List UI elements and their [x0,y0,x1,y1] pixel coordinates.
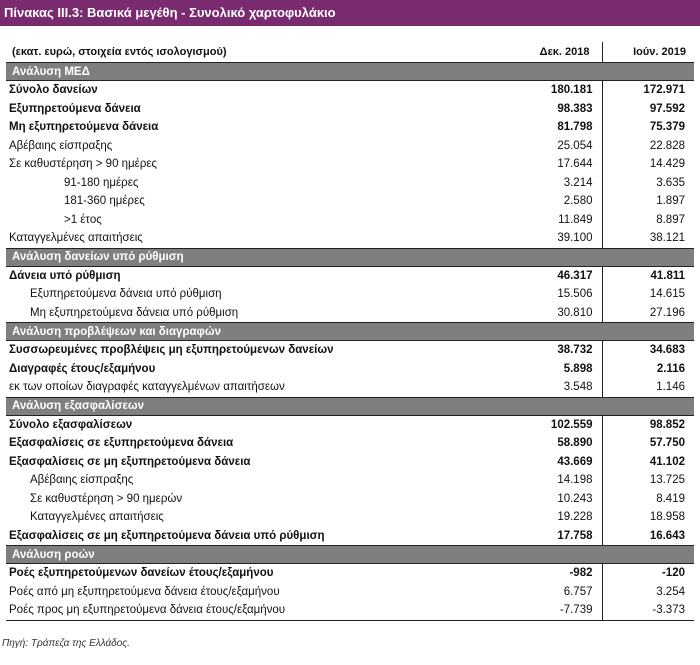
value-jun-2019: 38.121 [602,229,694,248]
row-label: εκ των οποίων διαγραφές καταγγελμένων απαιτήσεων [9,381,285,394]
value-dec-2018: 38.732 [557,344,593,357]
value-dec-2018: 15.506 [557,288,593,301]
table-row [6,285,694,304]
row-label: Αβέβαιης είσπραξης [9,139,113,152]
table-row [6,118,694,137]
section-fill [452,323,602,341]
section-fill [452,397,602,415]
value-dec-2018: 17.758 [557,529,593,542]
value-dec-2018: 30.810 [557,306,593,319]
section-fill [602,248,694,266]
section-fill [602,397,694,415]
table-row [6,174,694,193]
row-label: Ροές εξυπηρετούμενων δανείων έτους/εξαμήνου [9,567,274,580]
value-jun-2019: 18.958 [602,508,694,527]
section-title: Ανάλυση προβλέψεων και διαγραφών [6,323,452,341]
table-row [6,508,694,527]
section-fill [602,323,694,341]
row-label: Αβέβαιης είσπραξης [30,474,134,487]
table-row [6,211,694,230]
row-label: Καταγγελμένες απαιτήσεις [9,232,143,245]
header-row [6,42,694,63]
value-dec-2018: 11.849 [558,213,593,226]
row-label: Μη εξυπηρετούμενα δάνεια υπό ρύθμιση [30,306,239,319]
table-title: Πίνακας ΙΙΙ.3: Βασικά μεγέθη - Συνολικό χαρτοφυλάκιο [0,0,700,26]
value-jun-2019: 2.116 [602,360,694,379]
table-row [6,415,694,434]
table-row [6,583,694,602]
value-dec-2018: 98.383 [557,102,593,115]
table-row [6,155,694,174]
section-header-row [6,397,694,415]
value-jun-2019: 3.635 [602,174,694,193]
value-dec-2018: 81.798 [557,121,593,134]
table-row [6,137,694,156]
table-row [6,527,694,546]
value-dec-2018: 17.644 [557,158,593,171]
value-dec-2018: 25.054 [557,139,593,152]
row-label: Συσσωρευμένες προβλέψεις μη εξυπηρετούμενων δανείων [9,344,334,357]
value-jun-2019: 8.897 [602,211,694,230]
table-row [6,564,694,583]
value-dec-2018: 19.228 [557,511,593,524]
value-jun-2019: 75.379 [602,118,694,137]
table-row [6,601,694,620]
table-row [6,471,694,490]
value-jun-2019: 13.725 [602,471,694,490]
section-fill [452,546,602,564]
value-dec-2018: 5.898 [563,362,593,375]
value-dec-2018: 180.181 [550,84,593,97]
section-fill [602,546,694,564]
value-jun-2019: 14.615 [602,285,694,304]
value-dec-2018: 10.243 [557,492,593,505]
value-jun-2019: 3.254 [602,583,694,602]
table-row [6,360,694,379]
table-row [6,81,694,100]
value-jun-2019: 1.146 [602,378,694,397]
section-title: Ανάλυση ροών [6,546,452,564]
value-jun-2019: 14.429 [602,155,694,174]
table-row [6,100,694,119]
value-jun-2019: 41.811 [602,266,694,285]
value-dec-2018: 43.669 [557,455,593,468]
table-row [6,378,694,397]
value-dec-2018: 14.198 [557,474,593,487]
value-jun-2019: 22.828 [602,137,694,156]
row-label: Ροές από μη εξυπηρετούμενα δάνεια έτους/εξαμήνου [9,585,280,598]
value-jun-2019: 172.971 [602,81,694,100]
column-header-dec-2018: Δεκ. 2018 [452,42,602,63]
row-label: Μη εξυπηρετούμενα δάνεια [9,121,159,134]
section-header-row [6,248,694,266]
row-label: Εξασφαλίσεις σε μη εξυπηρετούμενα δάνεια [9,455,251,468]
row-label: Εξυπηρετούμενα δάνεια υπό ρύθμιση [30,288,222,301]
value-dec-2018: -7.739 [452,601,602,620]
table-row [6,304,694,323]
row-label: Σε καθυστέρηση > 90 ημέρες [9,158,158,171]
value-jun-2019: 1.897 [602,192,694,211]
value-dec-2018: 46.317 [557,269,593,282]
table-row [6,341,694,360]
value-jun-2019: -120 [602,564,694,583]
units-label: (εκατ. ευρώ, στοιχεία εντός ισολογισμού) [6,42,452,63]
value-jun-2019: 57.750 [602,434,694,453]
column-header-jun-2019: Ιούν. 2019 [602,42,694,63]
row-label: Σε καθυστέρηση > 90 ημερών [30,492,183,505]
section-fill [452,63,602,81]
row-label: Εξασφαλίσεις σε μη εξυπηρετούμενα δάνεια υπό ρύθμιση [9,529,325,542]
row-label: Σύνολο δανείων [9,84,98,97]
value-jun-2019: -3.373 [602,601,694,620]
section-title: Ανάλυση εξασφαλίσεων [6,397,452,415]
value-jun-2019: 34.683 [602,341,694,360]
table-row [6,266,694,285]
section-header-row [6,546,694,564]
value-jun-2019: 98.852 [602,415,694,434]
table-body [6,42,694,620]
source-note: Πηγή: Τράπεζα της Ελλάδος. [2,637,130,649]
section-fill [602,63,694,81]
value-jun-2019: 97.592 [602,100,694,119]
table-row [6,434,694,453]
row-label: Ροές προς μη εξυπηρετούμενα δάνεια έτους/εξαμήνου [6,601,452,620]
row-label: Εξυπηρετούμενα δάνεια [9,102,141,115]
value-dec-2018: 58.890 [557,437,593,450]
value-dec-2018: 2.580 [563,195,593,208]
row-label: Καταγγελμένες απαιτήσεις [30,511,164,524]
row-label: Διαγραφές έτους/εξαμήνου [9,362,156,375]
value-dec-2018: 6.757 [563,585,593,598]
value-dec-2018: 102.559 [550,418,593,431]
row-label: 91-180 ημέρες [64,176,139,189]
row-label: >1 έτος [64,213,102,226]
section-title: Ανάλυση ΜΕΔ [6,63,452,81]
row-label: 181-360 ημέρες [64,195,145,208]
row-label: Εξασφαλίσεις σε εξυπηρετούμενα δάνεια [9,437,234,450]
row-label: Δάνεια υπό ρύθμιση [9,269,121,282]
value-dec-2018: -982 [569,567,593,580]
value-jun-2019: 41.102 [602,453,694,472]
data-table [6,42,694,621]
row-label: Σύνολο εξασφαλίσεων [9,418,133,431]
section-header-row [6,63,694,81]
section-header-row [6,323,694,341]
section-title: Ανάλυση δανείων υπό ρύθμιση [6,248,452,266]
value-jun-2019: 27.196 [602,304,694,323]
value-dec-2018: 3.214 [563,176,593,189]
section-fill [452,248,602,266]
table-row [6,229,694,248]
value-dec-2018: 39.100 [557,232,593,245]
table-row [6,453,694,472]
table-row [6,490,694,509]
value-dec-2018: 3.548 [563,381,593,394]
value-jun-2019: 8.419 [602,490,694,509]
value-jun-2019: 16.643 [602,527,694,546]
table-row [6,192,694,211]
